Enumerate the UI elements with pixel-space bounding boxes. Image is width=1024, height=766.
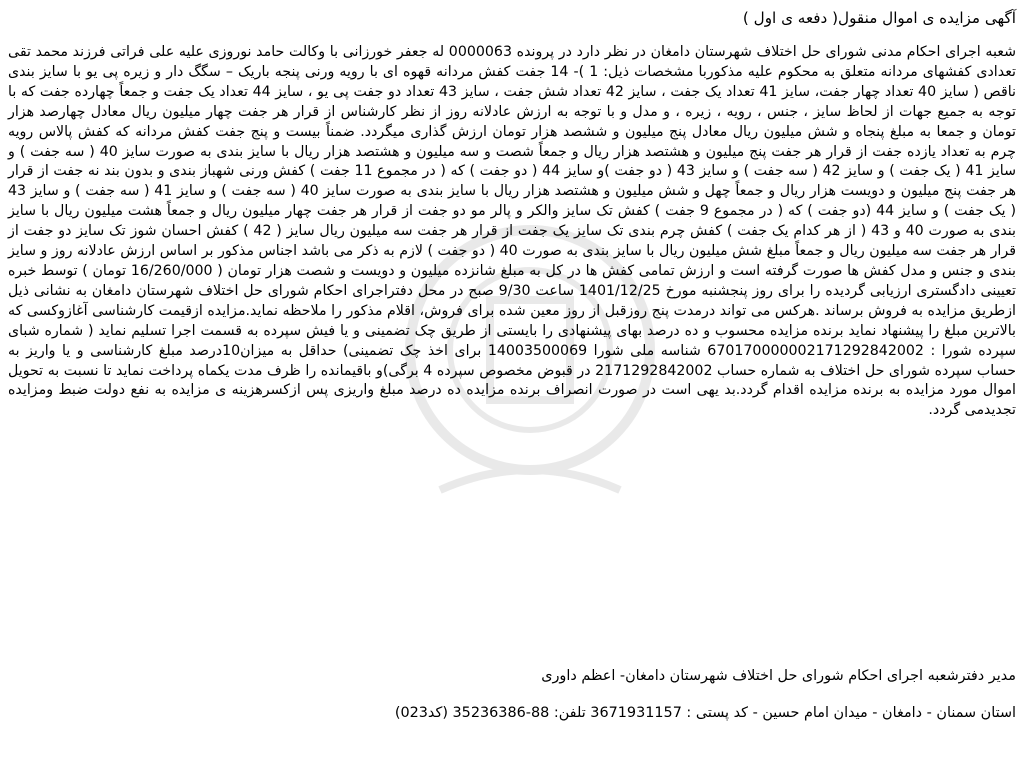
signature-line: مدیر دفترشعبه اجرای احکام شورای حل اختلاف شهرستان دامغان- اعظم داوری bbox=[541, 668, 1016, 684]
notice-title: آگهی مزایده ی اموال منقول( دفعه ی اول ) bbox=[742, 9, 1016, 27]
address-line: استان سمنان - دامغان - میدان امام حسین - کد پستی : 3671931157 تلفن: 88-35236386 (کد023) bbox=[394, 705, 1016, 721]
notice-body: شعبه اجرای احکام مدنی شورای حل اختلاف شهرستان دامغان در نظر دارد در پرونده 0000063 له جعفر خورزانی با وکالت حامد نوروزی علیه علی فراتی فرزند محمد تقی تعدادی کفشهای مردانه متعلق به محکوم علیه مذکوربا مشخصات ذیل: 1 )- 14 جفت کفش مردانه قهوه ای با رویه ورنی پنجه باریک – سگگ دار و زیره پی یو با سایز بندی ناقص ( سایز 40 تعداد چهار جفت، سایز 41 تعداد یک جفت ، سایز 42 تعداد شش جفت ، سایز 43 تعداد دو جفت پی یو ، سایز 44 تعداد یک جفت و جمعاً چهارده جفت که با توجه به جمیع جهات از لحاظ سایز ، جنس ، رویه ، زیره ، و مدل و با توجه به ارزش عادلانه روز از نظر کارشناس از قرار هر جفت چهار میلیون ریال معادل چهارصد هزار تومان و جمعا به مبلغ پنجاه و شش میلیون ریال معادل پنج میلیون و ششصد هزار تومان ارزش گذاری میگردد. ضمناً بیست و پنج جفت کفش مردانه که کفش پالاس رویه چرم به تعداد یازده جفت از قرار هر جفت پنج میلیون و هشتصد هزار ریال و جمعاً شصت و سه میلیون و هشتصد هزار ریال با سایز بندی به صورت سایز 40 ( سه جفت ) و سایز 41 ( یک جفت ) و سایز 42 ( سه جفت ) و سایز 43 ( دو جفت )و سایز 44 ( دو جفت ) که ( در مجموع 11 جفت ) کفش ورنی شهباز بندی و بدون بند نه جفت از قرار هر جفت پنج میلیون و دویست هزار ریال و جمعاً چهل و شش میلیون و هشتصد هزار ریال با سایز بندی به صورت سایز 40 ( سه جفت ) و سایز 41 ( سه جفت ) و سایز 43 ( یک جفت ) و سایز 44 (دو جفت ) که ( در مجموع 9 جفت ) کفش تک سایز والکر و پالر مو دو جفت از قرار هر جفت چهار میلیون ریال و جمعاً هشت میلیون ریال با سایز بندی به صورت 40 و 43 ( از هر کدام یک جفت ) کفش چرم بندی تک سایز یک جفت از قرار هر جفت سه میلیون ریال سایز ( 42 ) کفش احسان شوز تک سایز دو جفت از قرار هر جفت سه میلیون ریال و جمعاً مبلغ شش میلیون ریال با سایز بندی به صورت 40 ( دو جفت ) لازم به ذکر می باشد اجناس مذکور بر اساس ارزش عادلانه روز و سایز بندی و جنس و مدل کفش ها صورت گرفته است و ارزش تمامی کفش ها در کل به مبلغ شانزده میلیون و دویست و شصت هزار تومان ( 16/260/000 تومان ) توسط خبره تعیینی دادگستری ارزیابی گردیده را برای روز پنجشنبه مورخ 1401/12/25 ساعت 9/30 صبح در محل دفتراجرای احکام شورای حل اختلاف شهرستان دامغان به نشانی ذیل ازطریق مزایده به فروش برساند .هرکس می تواند درمدت پنج روزقبل از روز معین شده برای فروش، اقلام مذکور را ملاحظه نماید.مزایده ازقیمت کارشناسی آغازوکسی که بالاترین مبلغ را پیشنهاد نماید برنده مزایده محسوب و ده درصد بهای پیشنهادی را بایستی از طریق چک تضمینی و یا فیش سپرده به قسمت اجرا تسلیم نماید ( شماره شبای سپرده شورا : 670170000002171292842002 شناسه ملی شورا 14003500069 برای اخذ چک تضمینی) حداقل به میزان10درصد مبلغ کارشناسی و یا واریز به حساب سپرده شورای حل اختلاف به شماره حساب 2171292842002 در قبوض مخصوص سپرده 4 برگی)و باقیمانده را ظرف مدت یکماه پرداخت نماید تا نسبت به تحویل اموال مورد مزایده به برنده مزایده اقدام گردد.بد یهی است در صورت انصراف برنده مزایده ده درصد مبلغ واریزی پس ازکسرهزینه ی مزایده به نفع دولت ضبط ومزایده تجدیدمی گردد. bbox=[8, 44, 1017, 419]
